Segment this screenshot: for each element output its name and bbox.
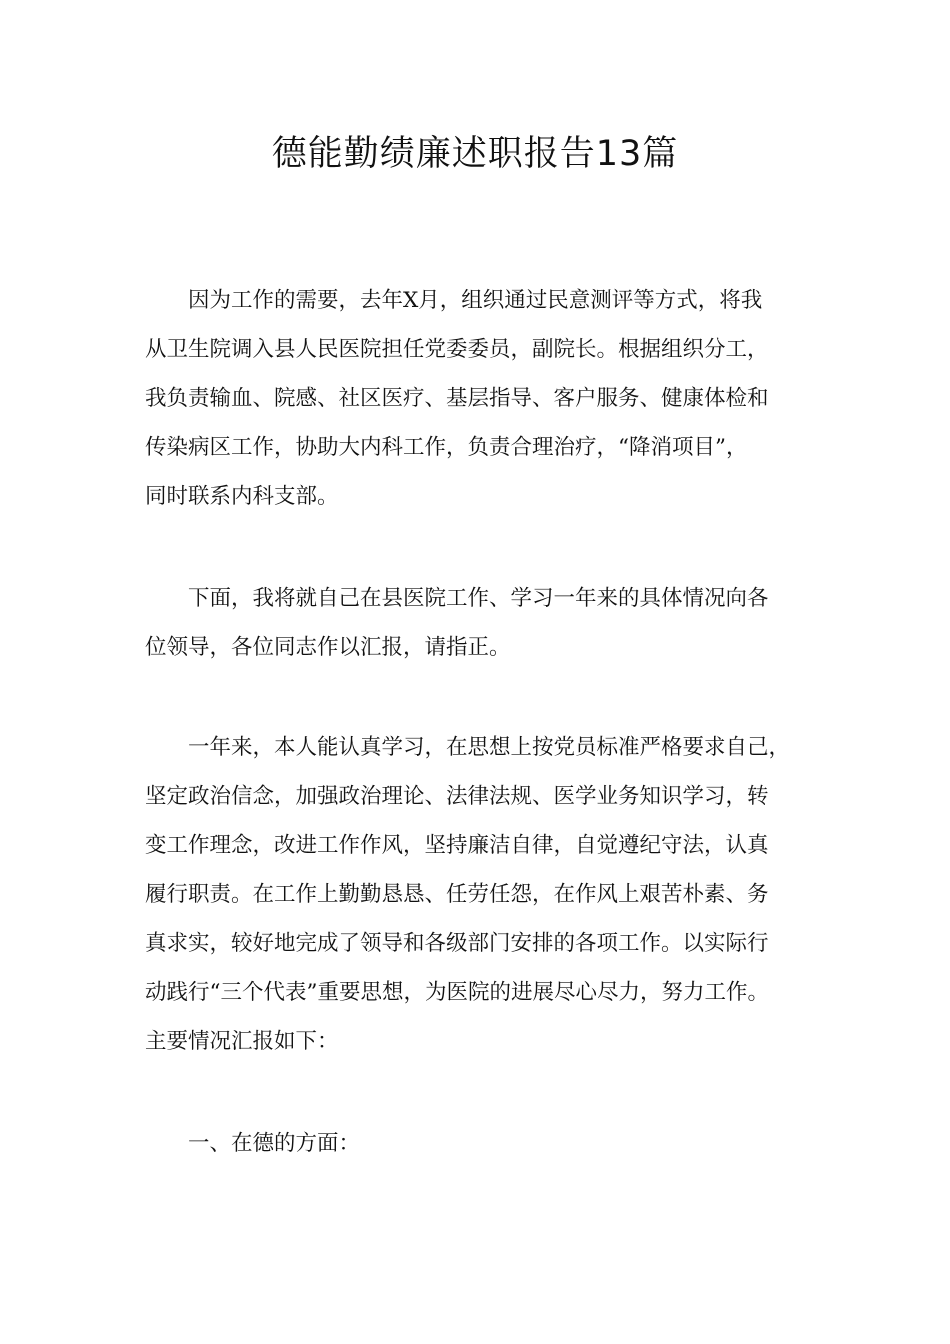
paragraph-line: 真求实，较好地完成了领导和各级部门安排的各项工作。以实际行 bbox=[145, 931, 769, 956]
paragraph-line: 因为工作的需要，去年X月，组织通过民意测评等方式，将我 bbox=[145, 288, 763, 313]
paragraph-line: 主要情况汇报如下： bbox=[145, 1029, 339, 1054]
paragraph-line: 动践行“三个代表”重要思想，为医院的进展尽心尽力，努力工作。 bbox=[145, 980, 769, 1005]
paragraph-line: 位领导，各位同志作以汇报，请指正。 bbox=[145, 635, 511, 660]
paragraph-line: 下面，我将就自己在县医院工作、学习一年来的具体情况向各 bbox=[145, 586, 769, 611]
paragraph-line: 一年来，本人能认真学习，在思想上按党员标准严格要求自己， bbox=[145, 735, 791, 760]
paragraph-line: 同时联系内科支部。 bbox=[145, 484, 339, 509]
paragraph-line: 从卫生院调入县人民医院担任党委委员，副院长。根据组织分工， bbox=[145, 337, 769, 362]
paragraph-line: 我负责输血、院感、社区医疗、基层指导、客户服务、健康体检和 bbox=[145, 386, 769, 411]
paragraph-line: 变工作理念，改进工作作风，坚持廉洁自律，自觉遵纪守法，认真 bbox=[145, 833, 769, 858]
paragraph-line: 履行职责。在工作上勤勤恳恳、任劳任怨，在作风上艰苦朴素、务 bbox=[145, 882, 769, 907]
document-title: 德能勤绩廉述职报告13篇 bbox=[271, 134, 679, 174]
section-heading: 一、在德的方面： bbox=[145, 1131, 361, 1156]
paragraph-line: 坚定政治信念，加强政治理论、法律法规、医学业务知识学习，转 bbox=[145, 784, 769, 809]
paragraph-line: 传染病区工作，协助大内科工作，负责合理治疗，“降消项目”， bbox=[145, 435, 748, 460]
